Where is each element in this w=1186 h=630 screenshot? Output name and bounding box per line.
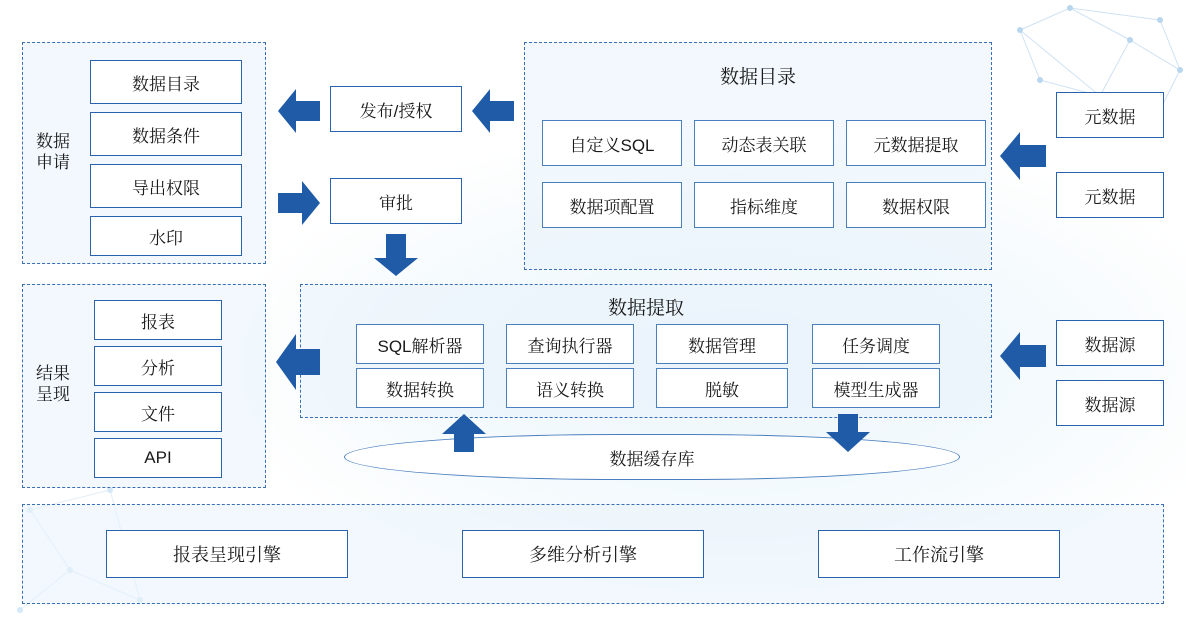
node-report-engine[interactable]: 报表呈现引擎 [106,530,348,578]
arrow-datasource-to-extract [1000,328,1046,384]
arrow-extract-to-result [276,330,320,394]
node-data-cache[interactable]: 数据缓存库 [344,434,960,480]
arrow-extract-down-to-cache [822,414,874,452]
node-sql-parser[interactable]: SQL解析器 [356,324,484,364]
node-datasource-1[interactable]: 数据源 [1056,320,1164,366]
node-file[interactable]: 文件 [94,392,222,432]
panel-title-data-catalog: 数据目录 [719,66,796,88]
node-publish-authorize[interactable]: 发布/授权 [330,86,462,132]
node-data-permission[interactable]: 数据权限 [846,182,986,228]
node-query-executor[interactable]: 查询执行器 [506,324,634,364]
arrow-left-to-approval [278,177,320,229]
node-data-condition[interactable]: 数据条件 [90,112,242,156]
node-datasource-2[interactable]: 数据源 [1056,380,1164,426]
arrow-catalog-to-publish [472,85,514,137]
node-task-scheduling[interactable]: 任务调度 [812,324,940,364]
arrow-approval-down [370,234,422,276]
panel-title-data-extraction: 数据提取 [607,297,684,319]
node-export-permission[interactable]: 导出权限 [90,164,242,208]
arrow-metadata-to-catalog [1000,128,1046,184]
node-metric-dimension[interactable]: 指标维度 [694,182,834,228]
group-label-result-presentation: 结果呈现 [36,364,70,404]
node-model-generator[interactable]: 模型生成器 [812,368,940,408]
node-olap-engine[interactable]: 多维分析引擎 [462,530,704,578]
node-approval[interactable]: 审批 [330,178,462,224]
node-custom-sql[interactable]: 自定义SQL [542,120,682,166]
node-semantic-transform[interactable]: 语义转换 [506,368,634,408]
node-data-item-config[interactable]: 数据项配置 [542,182,682,228]
node-report[interactable]: 报表 [94,300,222,340]
node-metadata-extract[interactable]: 元数据提取 [846,120,986,166]
node-data-transform[interactable]: 数据转换 [356,368,484,408]
node-data-management[interactable]: 数据管理 [656,324,788,364]
node-data-catalog-request[interactable]: 数据目录 [90,60,242,104]
group-label-data-application: 数据申请 [36,132,70,172]
node-api[interactable]: API [94,438,222,478]
node-workflow-engine[interactable]: 工作流引擎 [818,530,1060,578]
arrow-publish-to-left [278,85,320,137]
node-watermark[interactable]: 水印 [90,216,242,256]
node-desensitization[interactable]: 脱敏 [656,368,788,408]
node-analysis[interactable]: 分析 [94,346,222,386]
node-metadata-2[interactable]: 元数据 [1056,172,1164,218]
arrow-cache-up [438,414,490,452]
node-metadata-1[interactable]: 元数据 [1056,92,1164,138]
node-dynamic-table-relation[interactable]: 动态表关联 [694,120,834,166]
